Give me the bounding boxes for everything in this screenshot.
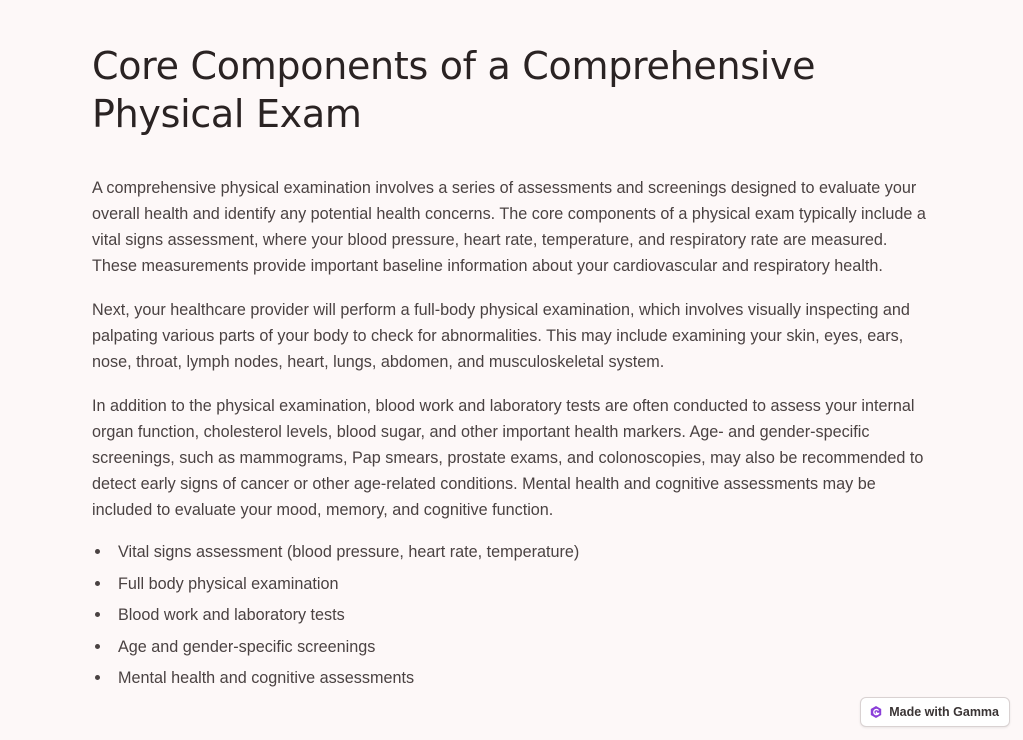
paragraph: In addition to the physical examination, blood work and laboratory tests are often conducted to assess your internal organ function, cholesterol levels, blood sugar, and other important health markers. Age- and gender-specific screenings, such as mammograms, Pap smears, prostate exams, and colonoscopies, may also be recommended to detect early signs of cancer or other age-related conditions. Mental health and cognitive assessments may be included to evaluate your mood, memory, and cognitive function.: [92, 397, 924, 519]
slide-content: [92, 42, 927, 699]
gamma-logo-icon: [869, 705, 883, 719]
list-item: [92, 604, 927, 626]
bullet-icon: [95, 581, 100, 586]
bullet-icon: [95, 675, 100, 680]
bullet-icon: [95, 644, 100, 649]
list-item: [92, 667, 927, 689]
list-item: [92, 573, 927, 595]
body-text: [92, 175, 927, 523]
bullet-icon: [95, 612, 100, 617]
bullet-list: [92, 541, 927, 689]
list-item-text: Blood work and laboratory tests: [118, 606, 345, 624]
badge-label: Made with Gamma: [889, 705, 999, 719]
page-title: Core Components of a Comprehensive Physical Exam: [92, 44, 816, 136]
list-item: [92, 541, 927, 563]
paragraph: Next, your healthcare provider will perform a full-body physical examination, which involves visually inspecting and palpating various parts of your body to check for abnormalities. This may include examining your skin, eyes, ears, nose, throat, lymph nodes, heart, lungs, abdomen, and musculoskeletal system.: [92, 301, 910, 371]
paragraph: A comprehensive physical examination involves a series of assessments and screenings designed to evaluate your overall health and identify any potential health concerns. The core components of a physical exam typically include a vital signs assessment, where your blood pressure, heart rate, temperature, and respiratory rate are measured. These measurements provide important baseline information about your cardiovascular and respiratory health.: [92, 179, 926, 275]
list-item-text: Full body physical examination: [118, 574, 339, 593]
made-with-gamma-button[interactable]: [860, 697, 1010, 727]
list-item: [92, 636, 927, 658]
list-item-text: Age and gender-specific screenings: [118, 637, 376, 656]
list-item-text: Vital signs assessment (blood pressure, heart rate, temperature): [118, 543, 580, 561]
list-item-text: Mental health and cognitive assessments: [118, 669, 415, 687]
bullet-icon: [95, 549, 100, 554]
